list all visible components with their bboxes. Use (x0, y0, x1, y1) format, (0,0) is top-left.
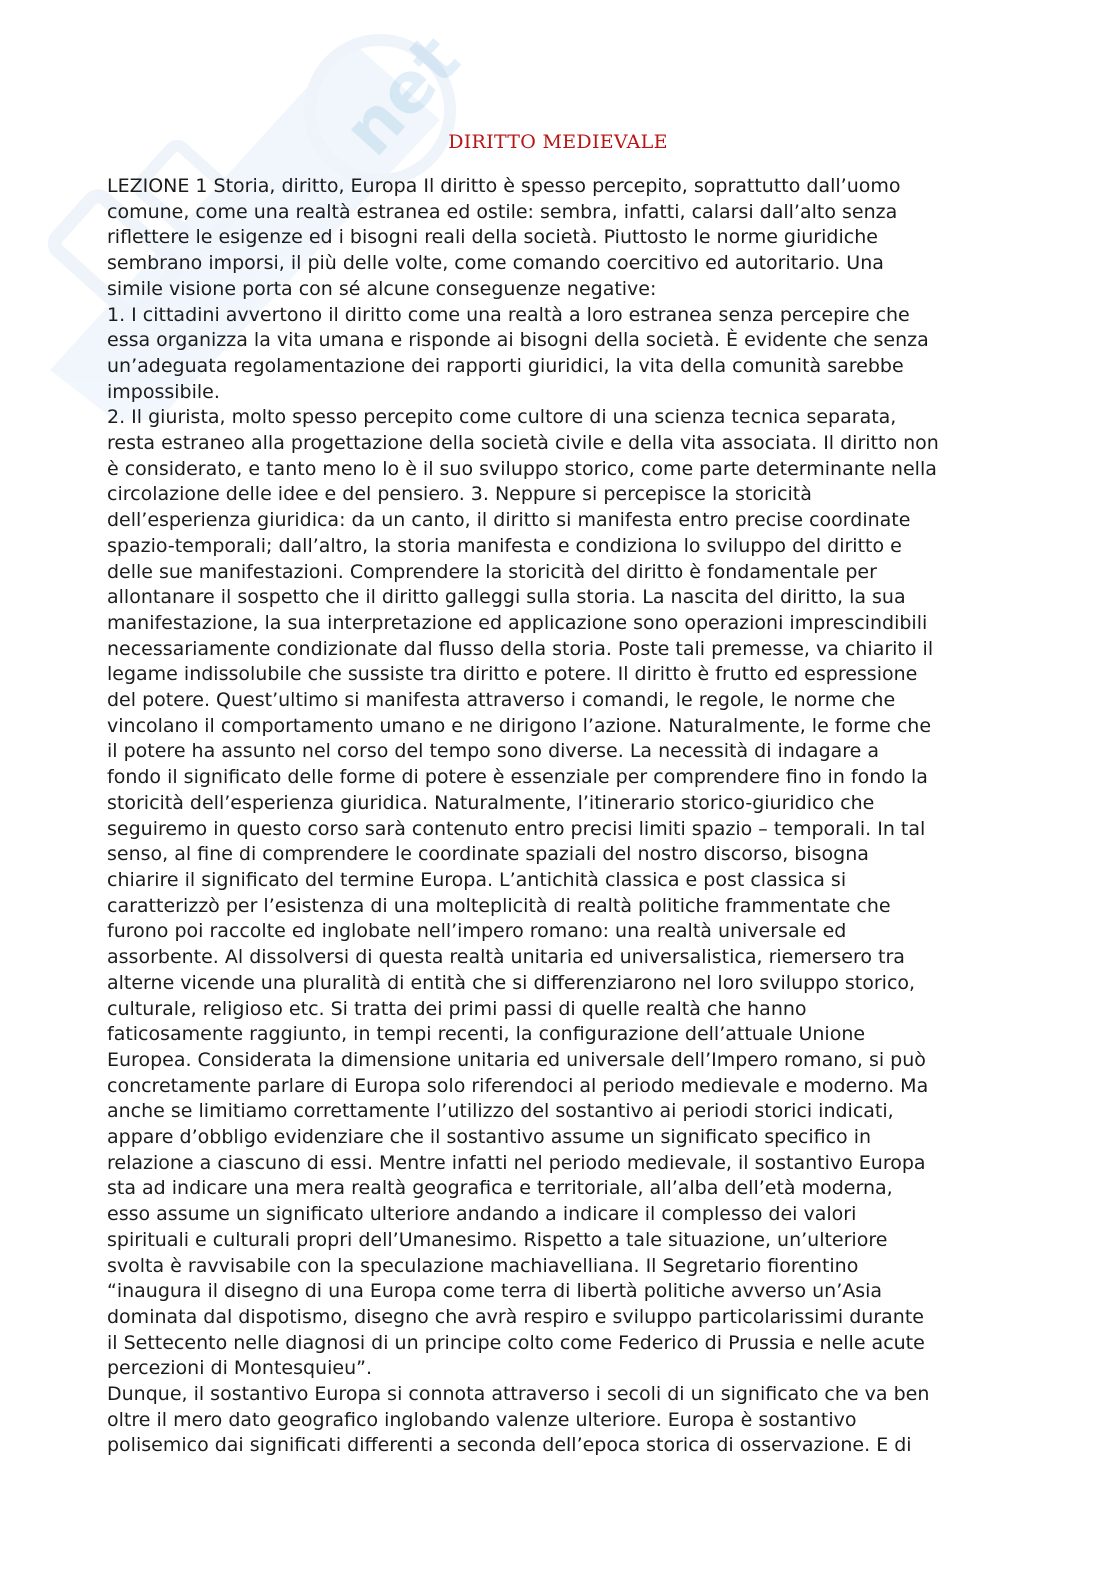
text-line: chiarire il significato del termine Europa. L’antichità classica e post classica si (107, 868, 847, 891)
text-line: spirituali e culturali propri dell’Umanesimo. Rispetto a tale situazione, un’ulteriore (107, 1228, 888, 1251)
text-line: simile visione porta con sé alcune conseguenze negative: (107, 277, 657, 300)
text-line: del potere. Quest’ultimo si manifesta attraverso i comandi, le regole, le norme che (107, 689, 896, 712)
text-line: assorbente. Al dissolversi di questa realtà unitaria ed universalistica, riemersero tra (107, 946, 905, 969)
text-line: furono poi raccolte ed inglobate nell’impero romano: una realtà universale ed (107, 920, 847, 943)
text-line: seguiremo in questo corso sarà contenuto entro precisi limiti spazio – temporali. In tal (107, 817, 926, 840)
document-body (107, 174, 1007, 1459)
text-line: vincolano il comportamento umano e ne dirigono l’azione. Naturalmente, le forme che (107, 714, 932, 737)
text-line: appare d’obbligo evidenziare che il sostantivo assume un significato specifico in (107, 1126, 872, 1149)
text-line: manifestazione, la sua interpretazione ed applicazione sono operazioni imprescindibili (107, 611, 928, 634)
text-line: dominata dal dispotismo, disegno che avrà respiro e sviluppo particolarissimi durante (107, 1305, 924, 1328)
text-line: svolta è ravvisabile con la speculazione machiavelliana. Il Segretario fiorentino (107, 1254, 859, 1277)
text-line: sta ad indicare una mera realtà geografica e territoriale, all’alba dell’età moderna, (107, 1177, 893, 1200)
text-line: delle sue manifestazioni. Comprendere la storicità del diritto è fondamentale per (107, 560, 877, 583)
text-line: sembrano imporsi, il più delle volte, come comando coercitivo ed autoritario. Una (107, 252, 884, 275)
text-line: Europea. Considerata la dimensione unitaria ed universale dell’Impero romano, si può (107, 1048, 926, 1071)
text-line: storicità dell’esperienza giuridica. Naturalmente, l’itinerario storico-giuridico che (107, 791, 875, 814)
text-line: dell’esperienza giuridica: da un canto, il diritto si manifesta entro precise coordinate (107, 509, 911, 532)
text-line: legame indissolubile che sussiste tra diritto e potere. Il diritto è frutto ed espressione (107, 663, 918, 686)
text-line: concretamente parlare di Europa solo riferendoci al periodo medievale e moderno. Ma (107, 1074, 929, 1097)
text-line: impossibile. (107, 380, 220, 403)
text-line: allontanare il sospetto che il diritto galleggi sulla storia. La nascita del diritto, la sua (107, 586, 906, 609)
text-line: anche se limitiamo correttamente l’utilizzo del sostantivo ai periodi storici indicati, (107, 1100, 894, 1123)
text-line: percezioni di Montesquieu”. (107, 1357, 372, 1380)
text-line: spazio-temporali; dall’altro, la storia manifesta e condiziona lo sviluppo del diritto e (107, 534, 902, 557)
text-line: 2. Il giurista, molto spesso percepito come cultore di una scienza tecnica separata, (107, 406, 897, 429)
text-line: circolazione delle idee e del pensiero. 3. Neppure si percepisce la storicità (107, 483, 812, 506)
text-line: il Settecento nelle diagnosi di un principe colto come Federico di Prussia e nelle acute (107, 1331, 925, 1354)
text-line: culturale, religioso etc. Si tratta dei primi passi di quelle realtà che hanno (107, 997, 807, 1020)
text-line: relazione a ciascuno di essi. Mentre infatti nel periodo medievale, il sostantivo Europa (107, 1151, 926, 1174)
text-line: comune, come una realtà estranea ed ostile: sembra, infatti, calarsi dall’alto senza (107, 200, 898, 223)
text-line: necessariamente condizionate dal flusso della storia. Poste tali premesse, va chiarito il (107, 637, 934, 660)
text-line: “inaugura il disegno di una Europa come terra di libertà politiche avverso un’Asia (107, 1280, 883, 1303)
text-line: LEZIONE 1 Storia, diritto, Europa Il diritto è spesso percepito, soprattutto dall’uomo (107, 175, 901, 197)
text-line: polisemico dai significati differenti a seconda dell’epoca storica di osservazione. E di (107, 1434, 912, 1457)
text-line: 1. I cittadini avvertono il diritto come una realtà a loro estranea senza percepire che (107, 303, 910, 326)
text-line: fondo il significato delle forme di potere è essenziale per comprendere fino in fondo la (107, 766, 928, 789)
text-line: resta estraneo alla progettazione della società civile e della vita associata. Il diritto non (107, 432, 939, 455)
watermark-text: net (327, 19, 476, 172)
text-line: Dunque, il sostantivo Europa si connota attraverso i secoli di un significato che va ben (107, 1383, 930, 1406)
text-line: è considerato, e tanto meno lo è il suo sviluppo storico, come parte determinante nella (107, 457, 937, 480)
text-line: oltre il mero dato geografico inglobando valenze ulteriore. Europa è sostantivo (107, 1408, 857, 1431)
document-title: DIRITTO MEDIEVALE (448, 131, 668, 153)
text-line: essa organizza la vita umana e risponde ai bisogni della società. È evidente che senza (107, 329, 929, 352)
text-line: riflettere le esigenze ed i bisogni reali della società. Piuttosto le norme giuridiche (107, 226, 878, 249)
text-line: caratterizzò per l’esistenza di una molteplicità di realtà politiche frammentate che (107, 894, 891, 917)
text-line: alterne vicende una pluralità di entità che si differenziarono nel loro sviluppo storico, (107, 971, 916, 994)
text-line: senso, al fine di comprendere le coordinate spaziali del nostro discorso, bisogna (107, 843, 869, 866)
text-line: esso assume un significato ulteriore andando a indicare il complesso dei valori (107, 1203, 857, 1226)
text-line: un’adeguata regolamentazione dei rapporti giuridici, la vita della comunità sarebbe (107, 354, 904, 377)
text-line: faticosamente raggiunto, in tempi recenti, la configurazione dell’attuale Unione (107, 1023, 866, 1046)
text-line: il potere ha assunto nel corso del tempo sono diverse. La necessità di indagare a (107, 740, 880, 763)
